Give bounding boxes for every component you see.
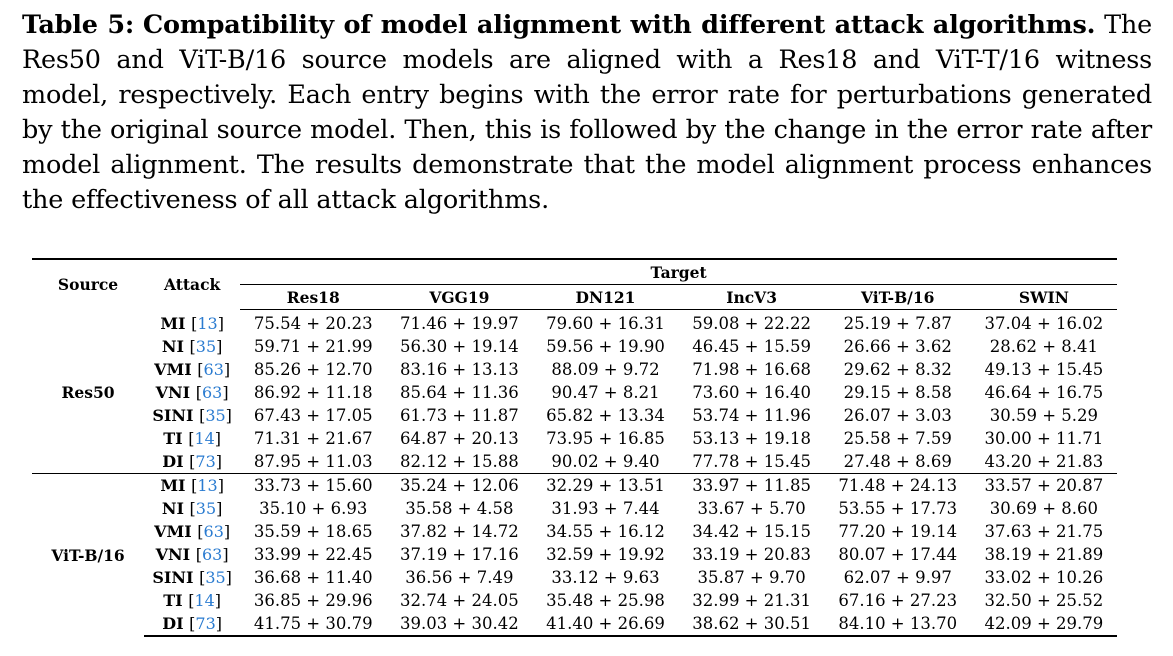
table-row [32,427,1117,450]
attack-cell [144,520,240,543]
value-cell: 53.13 + 19.18 [692,429,811,448]
attack-name: NI [161,337,184,356]
value-cell: 35.10 + 6.93 [259,499,368,518]
citation-bracket: ] [215,452,223,471]
value-cell: 61.73 + 11.87 [399,406,519,425]
attack-cell [144,450,240,474]
citation-link[interactable]: 63 [202,383,223,402]
citation-bracket: [ [199,406,206,425]
citation-link[interactable]: 63 [202,545,223,564]
citation-link[interactable]: 14 [194,429,215,448]
citation-bracket: [ [191,313,198,333]
header-source: Source [32,259,144,310]
citation-bracket: ] [223,522,231,541]
attack-name: NI [161,499,184,518]
value-cell: 90.47 + 8.21 [551,383,660,402]
value-cell: 56.30 + 19.14 [399,337,519,356]
value-cell: 59.56 + 19.90 [546,337,665,356]
value-cell: 36.56 + 7.49 [405,568,514,587]
value-cell: 85.64 + 11.36 [399,383,519,402]
value-cell: 25.19 + 7.87 [843,314,952,333]
attack-cell [144,404,240,427]
value-cell: 43.20 + 21.83 [984,452,1104,471]
attack-cell [144,566,240,589]
value-cell: 90.02 + 9.40 [551,452,660,471]
table-row [32,520,1117,543]
citation-link[interactable]: 35 [205,406,226,425]
citation-link[interactable]: 13 [197,313,218,333]
caption-body: The Res50 and ViT-B/16 source models are aligned with a Res18 and ViT-T/16 witness model, respectively. Each entry begins with the error rate for perturbations generated by the original source model. Then, this is followed by the change in the error rate after model alignment. The results demonstrate that the model alignment process enhances the effectiveness of all attack algorithms. [22,10,1153,215]
value-cell: 36.68 + 11.40 [253,568,373,587]
value-cell: 77.20 + 19.14 [838,522,958,541]
table-row [32,612,1117,636]
citation-bracket: [ [189,337,196,356]
table-row [32,358,1117,381]
value-cell: 62.07 + 9.97 [843,568,952,587]
results-table [32,258,1117,637]
value-cell: 85.26 + 12.70 [253,360,373,379]
attack-cell [144,474,240,498]
table-group [32,310,1117,474]
citation-link[interactable]: 35 [195,337,217,356]
value-cell: 34.42 + 15.15 [692,522,811,541]
value-cell: 39.03 + 30.42 [386,612,532,636]
citation-bracket: ] [216,337,223,356]
value-cell: 33.73 + 15.60 [240,474,386,498]
value-cell: 33.02 + 10.26 [984,568,1104,587]
header-target-col: ViT-B/16 [825,285,971,310]
citation-bracket: [ [189,614,196,633]
value-cell: 88.09 + 9.72 [551,360,660,379]
value-cell: 33.57 + 20.87 [971,474,1117,498]
value-cell: 33.97 + 11.85 [679,474,825,498]
value-cell: 29.62 + 8.32 [843,360,952,379]
table-row [32,381,1117,404]
attack-cell [144,381,240,404]
value-cell: 84.10 + 13.70 [825,612,971,636]
citation-bracket: [ [191,476,198,495]
value-cell: 83.16 + 13.13 [399,360,519,379]
attack-cell [144,335,240,358]
value-cell: 32.50 + 25.52 [984,591,1104,610]
attack-cell [144,310,240,336]
table-row [32,404,1117,427]
citation-bracket: ] [222,383,229,402]
header-target: Target [240,259,1117,285]
value-cell: 35.87 + 9.70 [697,568,806,587]
citation-bracket: [ [188,591,195,610]
attack-cell [144,612,240,636]
value-cell: 37.19 + 17.16 [399,545,519,564]
value-cell: 32.29 + 13.51 [532,474,678,498]
header-target-col: Res18 [240,285,386,310]
value-cell: 41.40 + 26.69 [532,612,678,636]
results-table-wrapper [32,258,1117,637]
value-cell: 35.59 + 18.65 [253,522,373,541]
value-cell: 30.00 + 11.71 [984,429,1104,448]
value-cell: 26.66 + 3.62 [843,337,952,356]
table-row [32,497,1117,520]
header-target-col: IncV3 [679,285,825,310]
value-cell: 73.95 + 16.85 [546,429,665,448]
value-cell: 80.07 + 17.44 [838,545,958,564]
attack-name: VMI [154,360,192,379]
value-cell: 31.93 + 7.44 [551,499,660,518]
attack-name: DI [162,452,184,471]
value-cell: 35.24 + 12.06 [386,474,532,498]
attack-name: SINI [152,568,194,587]
attack-name: VNI [155,383,191,402]
attack-name: MI [160,313,186,333]
value-cell: 71.31 + 21.67 [253,429,373,448]
citation-link[interactable]: 63 [203,360,224,379]
value-cell: 71.48 + 24.13 [825,474,971,498]
table-row [32,335,1117,358]
value-cell: 30.69 + 8.60 [989,499,1099,518]
attack-name: DI [162,614,184,633]
value-cell: 53.74 + 11.96 [692,406,811,425]
table-row [32,450,1117,474]
value-cell: 26.07 + 3.03 [843,406,952,425]
value-cell: 59.71 + 21.99 [253,337,373,356]
attack-name: SINI [152,406,194,425]
value-cell: 67.16 + 27.23 [838,591,958,610]
attack-name: MI [160,476,186,495]
header-target-col: SWIN [971,285,1117,310]
table-row [32,310,1117,336]
header-target-col: DN121 [532,285,678,310]
table-row [32,589,1117,612]
citation-bracket: ] [223,360,231,379]
value-cell: 86.92 + 11.18 [253,383,373,402]
citation-bracket: ] [214,591,222,610]
table-row [32,566,1117,589]
header-target-col: VGG19 [386,285,532,310]
attack-cell [144,358,240,381]
table-row [32,474,1117,498]
source-model-cell: Res50 [61,382,115,402]
value-cell: 42.09 + 29.79 [971,612,1117,636]
value-cell: 67.43 + 17.05 [253,406,373,425]
value-cell: 82.12 + 15.88 [399,452,519,471]
attack-name: VMI [154,522,192,541]
value-cell: 64.87 + 20.13 [399,429,519,448]
attack-cell [144,497,240,520]
attack-cell [144,427,240,450]
value-cell: 73.60 + 16.40 [692,383,811,402]
citation-link[interactable]: 35 [195,499,217,518]
citation-bracket: ] [225,406,232,425]
value-cell: 38.19 + 21.89 [984,545,1104,564]
citation-link[interactable]: 35 [205,568,226,587]
value-cell: 38.62 + 30.51 [679,612,825,636]
citation-bracket: [ [189,452,196,471]
value-cell: 37.04 + 16.02 [984,314,1104,333]
citation-bracket: [ [188,429,195,448]
citation-bracket: ] [217,476,224,495]
value-cell: 33.12 + 9.63 [551,568,660,587]
value-cell: 37.82 + 14.72 [399,522,519,541]
value-cell: 27.48 + 8.69 [843,452,952,471]
citation-link[interactable]: 73 [195,614,216,633]
citation-bracket: ] [215,614,223,633]
attack-cell [144,543,240,566]
value-cell: 29.15 + 8.58 [843,383,952,402]
value-cell: 46.45 + 15.59 [692,337,811,356]
citation-bracket: [ [195,545,202,564]
value-cell: 37.63 + 21.75 [984,522,1104,541]
value-cell: 35.58 + 4.58 [405,499,514,518]
attack-name: VNI [155,545,191,564]
citation-link[interactable]: 13 [197,476,218,495]
value-cell: 33.67 + 5.70 [697,499,806,518]
table-caption [22,8,1152,218]
citation-link[interactable]: 63 [203,522,224,541]
citation-bracket: [ [199,568,206,587]
value-cell: 71.98 + 16.68 [692,360,811,379]
citation-link[interactable]: 14 [194,591,215,610]
value-cell: 36.85 + 29.96 [253,591,373,610]
value-cell: 32.99 + 21.31 [692,591,811,610]
value-cell: 32.59 + 19.92 [546,545,665,564]
value-cell: 28.62 + 8.41 [989,337,1099,356]
value-cell: 33.19 + 20.83 [692,545,811,564]
citation-link[interactable]: 73 [195,452,216,471]
value-cell: 71.46 + 19.97 [399,314,519,333]
caption-title: Compatibility of model alignment with different attack algorithms. [142,10,1096,40]
value-cell: 33.99 + 22.45 [253,545,373,564]
value-cell: 32.74 + 24.05 [399,591,519,610]
citation-bracket: ] [222,545,229,564]
header-attack: Attack [144,259,240,310]
citation-bracket: [ [197,522,204,541]
citation-bracket: ] [216,499,223,518]
table-group [32,474,1117,637]
value-cell: 25.58 + 7.59 [843,429,952,448]
value-cell: 49.13 + 15.45 [984,360,1104,379]
value-cell: 53.55 + 17.73 [838,499,958,518]
value-cell: 41.75 + 30.79 [240,612,386,636]
citation-bracket: [ [195,383,202,402]
value-cell: 75.54 + 20.23 [253,314,373,333]
citation-bracket: [ [197,360,204,379]
value-cell: 34.55 + 16.12 [546,522,665,541]
citation-bracket: [ [189,499,196,518]
attack-name: TI [163,429,183,448]
source-model-cell: ViT-B/16 [32,474,144,637]
table-row [32,543,1117,566]
caption-label: Table 5: [22,10,135,40]
citation-bracket: ] [225,568,232,587]
value-cell: 77.78 + 15.45 [692,452,811,471]
value-cell: 59.08 + 22.22 [692,314,811,333]
attack-cell [144,589,240,612]
value-cell: 79.60 + 16.31 [546,314,665,333]
value-cell: 30.59 + 5.29 [989,406,1099,425]
attack-name: TI [163,591,183,610]
value-cell: 35.48 + 25.98 [546,591,665,610]
citation-bracket: ] [214,429,222,448]
citation-bracket: ] [217,313,224,333]
value-cell: 87.95 + 11.03 [253,452,373,471]
value-cell: 65.82 + 13.34 [546,406,665,425]
value-cell: 46.64 + 16.75 [984,383,1104,402]
